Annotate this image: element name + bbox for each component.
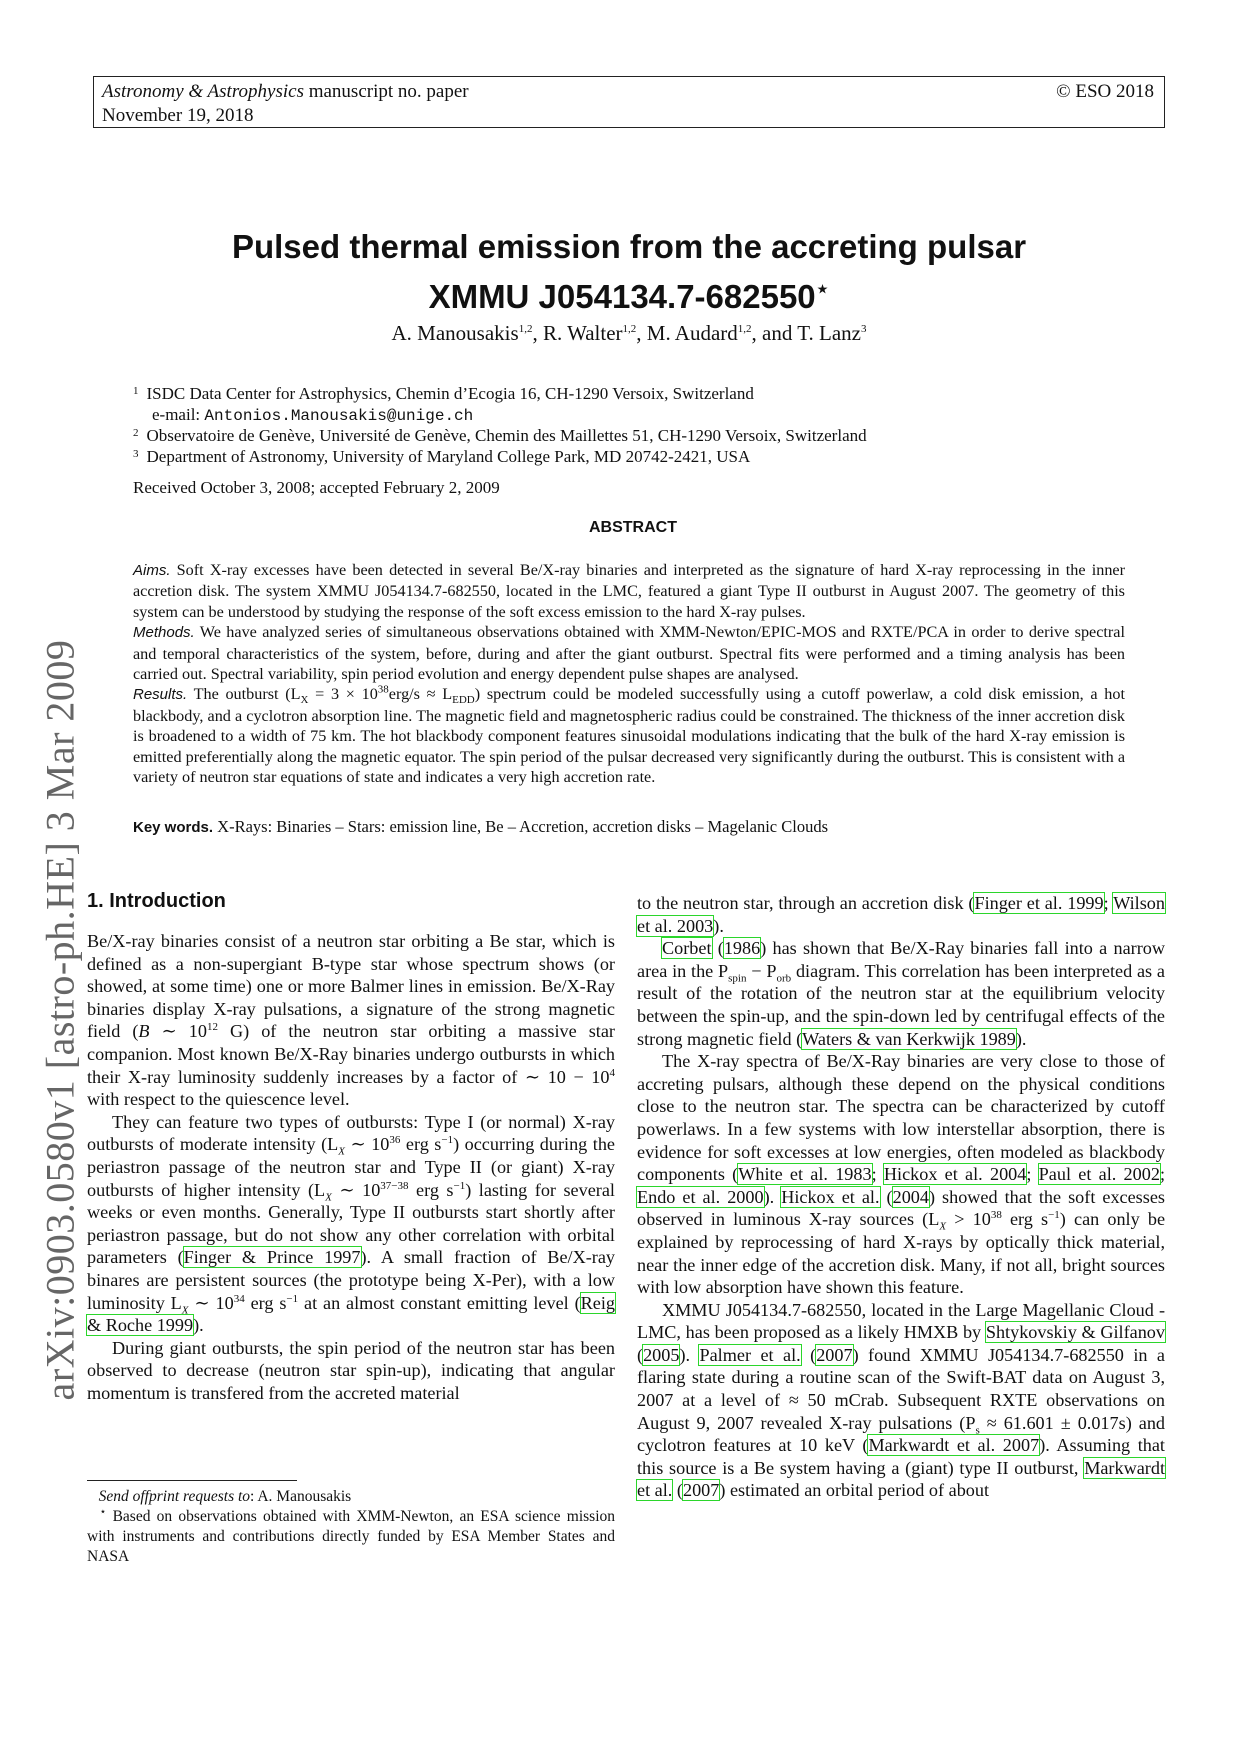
author: R. Walter: [542, 321, 623, 345]
citation-link[interactable]: 2007: [816, 1344, 853, 1365]
keywords: Key words. X-Rays: Binaries – Stars: emission line, Be – Accretion, accretion disks – Magelanic Clouds: [133, 817, 829, 836]
title-line-2: XMMU J054134.7-682550: [428, 278, 816, 315]
affiliation-2: $^2$ Observatoire de Genève, Université de Genève, Chemin des Maillettes 51, CH-1290 Versoix, Switzerland: [133, 426, 867, 445]
citation-link[interactable]: 2005: [643, 1344, 680, 1365]
paper-title: [93, 226, 1165, 318]
author-list: A. Manousakis$^{1,2}$, R. Walter$^{1,2}$, M. Audard$^{1,2}$, and T. Lanz$^3$: [391, 321, 867, 345]
paragraph: The X-ray spectra of Be/X-Ray binaries are very close to those of accreting pulsars, although these depend on the physical conditions close to the neutron star. The spectra can be characterized by cutoff powerlaws. In a few systems with low interstellar absorption, there is evidence for soft excesses at low energies, often modeled as blackbody components (White et al. 1983; Hickox et al. 2004; Paul et al. 2002; Endo et al. 2000). Hickox et al. (2004) showed that the soft excesses observed in luminous X-ray sources ($L_X > 10^{38}$ erg $s^{-1}$) can only be explained by reprocessing of hard X-rays by optically thick material, near the inner edge of the accretion disk. Many, if not all, bright sources with low absorption have shown this feature.: [637, 1051, 1166, 1298]
abstract-aims: Aims. Soft X-ray excesses have been detected in several Be/X-ray binaries and interpreted as the signature of hard X-ray reprocessing in the inner accretion disk. The system XMMU J054134.7-682550, located in the LMC, featured a giant Type II outburst in August 2007. The geometry of this system can be understood by studying the response of the soft excess emission to the hard X-ray pulses.: [133, 561, 1125, 621]
author: A. Manousakis: [391, 321, 519, 345]
citation-link[interactable]: Hickox et al.: [781, 1186, 880, 1207]
author: T. Lanz: [797, 321, 861, 345]
footnote-divider: [87, 1480, 297, 1481]
header-left: [102, 80, 469, 128]
citation-link[interactable]: 2007: [682, 1480, 720, 1501]
title-line-1: Pulsed thermal emission from the accreting pulsar: [231, 228, 1027, 265]
abstract-heading: ABSTRACT: [589, 519, 677, 536]
citation-link[interactable]: Endo et al. 2000: [637, 1186, 764, 1207]
paragraph: During giant outbursts, the spin period of the neutron star has been observed to decrease (neutron star spin-up), indicating that angular momentum is transfered from the accreted material: [87, 1337, 615, 1403]
paragraph: They can feature two types of outbursts: Type I (or normal) X-ray outbursts of moderate intensity ($L_X$ ∼ $10^{36}$ erg $s^{-1}$) occurring during the periastron passage of the neutron star and Type II (or giant) X-ray outbursts of higher intensity ($L_X$ ∼ $10^{37-38}$ erg $s^{-1}$) lasting for several weeks or even months. Generally, Type II outbursts start shortly after periastron passage, but do not show any other correlation with orbital parameters (Finger & Prince 1997). A small fraction of Be/X-ray binares are persistent sources (the prototype being X-Per), with a low luminosity $L_X$ ∼ $10^{34}$ erg $s^{-1}$ at an almost constant emitting level (Reig & Roche 1999).: [87, 1111, 615, 1336]
citation-link[interactable]: Finger et al. 1999: [974, 893, 1104, 913]
citation-link[interactable]: Shtykovskiy & Gilfanov: [985, 1322, 1165, 1343]
arxiv-identifier: arXiv:0903.0580v1 [astro-ph.HE] 3 Mar 2009: [37, 639, 83, 1401]
header-date: November 19, 2018: [102, 105, 254, 126]
citation-link[interactable]: Paul et al. 2002: [1038, 1164, 1160, 1185]
paragraph: to the neutron star, through an accretion disk (Finger et al. 1999; Wilson et al. 2003).: [637, 893, 1165, 936]
title-footnote: ⋆ Based on observations obtained with XMM-Newton, an ESA science mission with instruments and contributions directly funded by ESA Member States and NASA: [87, 1505, 616, 1565]
footnotes: [87, 1487, 615, 1567]
citation-link[interactable]: 1986: [723, 938, 761, 959]
running-header: [93, 76, 1165, 128]
citation-link[interactable]: Hickox et al. 2004: [883, 1164, 1027, 1185]
received-dates: Received October 3, 2008; accepted February 2, 2009: [133, 478, 500, 497]
citation-link[interactable]: Finger & Prince 1997: [183, 1247, 361, 1268]
journal-name: Astronomy & Astrophysics: [102, 81, 304, 102]
body-column-right: [637, 892, 1165, 1502]
affiliation-1: $^1$ ISDC Data Center for Astrophysics, Chemin d’Ecogia 16, CH-1290 Versoix, Switzerland: [133, 384, 754, 403]
section-heading: 1. Introduction: [87, 890, 226, 912]
citation-link[interactable]: Markwardt et al. 2007: [868, 1435, 1040, 1456]
manuscript-id: manuscript no. paper: [308, 81, 469, 102]
citation-link[interactable]: 2004: [892, 1186, 929, 1207]
abstract-results: Results. The outburst $(L_X = 3 \times 10^{38}erg/s \approx L_{EDD})$ spectrum could be modeled successfully using a cutoff powerlaw, a cold disk emission, a hot blackbody, and a cyclotron absorption line. The magnetic field and magnetospheric radius could be constrained. The thickness of the inner accretion disk is broadened to a width of 75 km. The hot blackbody component features sinusoidal modulations indicating that the bulk of the hard X-ray emission is emitted preferentially along the magnetic equator. The spin period of the pulsar decreased very significantly during the outburst. This is consistent with a variety of neutron star equations of state and indicates a very high accretion rate.: [133, 684, 1125, 787]
arxiv-sidebar: [30, 515, 90, 1525]
citation-link[interactable]: Wilson et al. 2003: [637, 893, 1165, 936]
email-address[interactable]: Antonios.Manousakis@unige.ch: [204, 407, 474, 425]
citation-link[interactable]: Corbet: [662, 938, 712, 959]
author: M. Audard: [646, 321, 738, 345]
abstract-methods: Methods. We have analyzed series of simultaneous observations obtained with XMM-Newton/EPIC-MOS and RXTE/PCA in order to derive spectral and temporal characteristics of the system, before, during and after the giant outburst. Spectral fits were performed and a timing analysis has been carried out. Spectral variability, spin period evolution and energy dependent pulse shapes are analysed.: [133, 623, 1125, 684]
citation-link[interactable]: Markwardt et al.: [637, 1457, 1165, 1501]
citation-link[interactable]: Palmer et al.: [699, 1344, 801, 1365]
paragraph: XMMU J054134.7-682550, located in the Large Magellanic Cloud - LMC, has been proposed as a likely HMXB by Shtykovskiy & Gilfanov (2005). Palmer et al. (2007) found XMMU J054134.7-682550 in a flaring state during a routine scan of the Swift-BAT data on August 3, 2007 at a level of ≈ 50 mCrab. Subsequent RXTE observations on August 9, 2007 revealed X-ray pulsations $(P_s \approx 61.601 \pm 0.017s)$ and cyclotron features at 10 keV (Markwardt et al. 2007). Assuming that this source is a Be system having a (giant) type II outburst, Markwardt et al. (2007) estimated an orbital period of about: [637, 1299, 1166, 1501]
abstract-body: [133, 560, 1125, 787]
offprint-note: Send offprint requests to: A. Manousakis: [98, 1488, 352, 1505]
affiliation-3: $^3$ Department of Astronomy, University of Maryland College Park, MD 20742-2421, USA: [133, 447, 751, 466]
title-footnote-star-icon: ⋆: [815, 276, 830, 301]
paragraph: Be/X-ray binaries consist of a neutron star orbiting a Be star, which is defined as a non-supergiant B-type star whose spectrum shows (or showed, at some time) one or more Balmer lines in emission. Be/X-Ray binaries display X-ray pulsations, a signature of the strong magnetic field (B ∼ $10^{12}$ G) of the neutron star orbiting a massive star companion. Most known Be/X-Ray binaries undergo outbursts in which their X-ray luminosity suddenly increases by a factor of ∼ $10 - 10^4$ with respect to the quiescence level.: [87, 931, 615, 1110]
citation-link[interactable]: Reig & Roche 1999: [87, 1292, 615, 1336]
body-column-left: [87, 930, 615, 1404]
affiliation-email: e-mail: Antonios.Manousakis@unige.ch: [152, 405, 474, 425]
citation-link[interactable]: White et al. 1983: [738, 1164, 872, 1185]
citation-link[interactable]: Waters & van Kerkwijk 1989: [802, 1028, 1016, 1049]
copyright: © ESO 2018: [1056, 81, 1154, 102]
paragraph: Corbet (1986) has shown that Be/X-Ray binaries fall into a narrow area in the $P_{spin} - P_{orb}$ diagram. This correlation has been interpreted as a result of the rotation of the neutron star at the equilibrium velocity between the spin-up, and the spin-down led by centrifugal effects of the strong magnetic field (Waters & van Kerkwijk 1989).: [637, 938, 1165, 1049]
